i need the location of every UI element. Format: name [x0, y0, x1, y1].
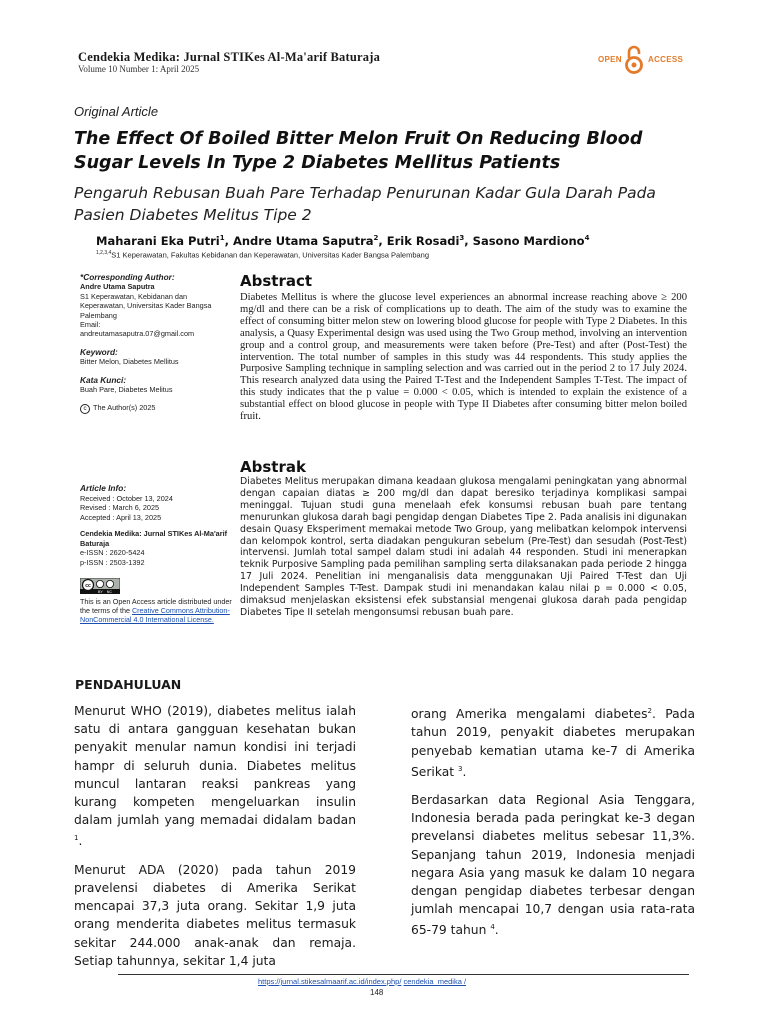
revised-date: Revised : March 6, 2025: [80, 503, 160, 512]
paragraph: orang Amerika mengalami diabetes$^2$. Pada tahun 2019, penyakit diabetes merupakan penyebab kematian utama ke-7 di Amerika Serikat $^3$.: [411, 707, 695, 779]
author-list: Maharani Eka Putri$^1$, Andre Utama Saputra$^2$, Erik Rosadi$^3$, Sasono Mardiono$^4$: [96, 234, 590, 248]
author-sup: 1: [219, 234, 225, 243]
citation-ref: 1: [74, 834, 79, 843]
sidebar: [80, 273, 232, 414]
article-type: Original Article: [74, 104, 159, 119]
author-name: Sasono Mardiono: [472, 234, 585, 248]
paragraph-text: Menurut ADA (2020) pada tahun 2019 pravelensi diabetes di Amerika Serikat mencapai 37,3 juta orang. Sekitar 1,9 juta orang menderita diabetes melitus termasuk sekitar 244.000 anak-anak dan remaja. Setiap tahunnya, sekitar 1,4 juta: [74, 862, 356, 968]
license-link[interactable]: Creative Commons Attribution-NonCommercial 4.0 International License.: [80, 606, 230, 625]
journal-volume: Volume 10 Number 1: April 2025: [78, 64, 200, 74]
creative-commons-badge-icon: [80, 578, 120, 594]
keyword-label: Keyword:: [80, 346, 118, 357]
paragraph: Menurut WHO (2019), diabetes melitus ialah satu di antara gangguan kesehatan bukan penyakit menular namun kondisi ini terjadi hampr di seluruh dunia. Diabetes melitus muncul lantaran reaksi pankreas yang kurang kompeten mengeluarkan insulin dalam jumlah yang memadai didalam badan $^1$.: [74, 704, 356, 849]
article-title-indonesian: Pengaruh Rebusan Buah Pare Terhadap Penurunan Kadar Gula Darah Pada Pasien Diabetes Melitus Tipe 2: [74, 184, 656, 224]
citation-ref: 4: [490, 923, 495, 932]
p-issn: p-ISSN : 2503-1392: [80, 557, 145, 567]
email-address[interactable]: andreutamasaputra.07@gmail.com: [80, 329, 195, 339]
footer-url-link[interactable]: https://jurnal.stikesalmaarif.ac.id/index.php/: [258, 977, 402, 986]
author-name: Erik Rosadi: [386, 234, 460, 248]
cc-label: cc: [85, 583, 91, 589]
abstract-text: Diabetes Mellitus is where the glucose level experiences an abnormal increase reaching above ≥ 200 mg/dl and there can be a risk of complications up to death. The aim of the study was to examine the effect of consuming bitter melon stew on lowering blood glucose for people with Type 2 Diabetes. In this analysis, a Quasy Experimental design was used using the Two Group method, involving an intervention group and a control group, and measurements were taken before (Pre-Test) and after (Post-Test) the intervention. The total number of samples in this study was 44 respondents. This study applies the Purposive Sampling technique in sampling selection and was carried out in the period 2 to 17 July 2024. This research analyzed data using the Paired T-Test and the Independent Samples T-Test. The impact of this study indicates that the p value = 0.000 < 0.05, which is intended to explain the existence of a substantial effect on blood glucose in people with Type II Diabetes after consuming bitter melon boiled fruit.: [240, 292, 687, 423]
author-sup: 4: [584, 234, 590, 243]
copyright-text: The Author(s) 2025: [93, 403, 156, 413]
body-column-left: [74, 702, 356, 980]
keywords: Bitter Melon, Diabetes Mellitus: [80, 357, 179, 367]
footer-url: [258, 977, 466, 986]
cc-sub-label: BY NC: [98, 590, 112, 594]
kata-kunci: Buah Pare, Diabetes Melitus: [80, 385, 173, 395]
e-issn: e-ISSN : 2620-5424: [80, 548, 145, 557]
paragraph: Berdasarkan data Regional Asia Tenggara, Indonesia berada pada peringkat ke-3 degan prevelansi diabetes melitus sebesar 11,3%. Sepanjang tahun 2019, Indonesia menjadi negara Asia yang masuk ke dalam 10 negara dengan pengidap diabetes terbesar dengan jumlah mencapai 10,7 dengan usia rata-rata 65-79 tahun $^4$.: [411, 793, 695, 938]
citation-ref: 2: [647, 707, 653, 715]
paragraph-text: Berdasarkan data Regional Asia Tenggara, Indonesia berada pada peringkat ke-3 degan prevelansi diabetes melitus sebesar 11,3%. Sepanjang tahun 2019, Indonesia menjadi negara Asia yang masuk ke dalam 10 negara dengan pengidap diabetes terbesar dengan jumlah mencapai 10,7 dengan usia rata-rata 65-79 tahun: [411, 793, 695, 938]
kata-kunci-label: Kata Kunci:: [80, 374, 127, 385]
paragraph: [74, 861, 356, 970]
paragraph-text: Menurut WHO (2019), diabetes melitus ialah satu di antara gangguan kesehatan bukan penyakit menular namun kondisi ini terjadi hampr di seluruh dunia. Diabetes melitus muncul lantaran reaksi pankreas yang kurang kompeten mengeluarkan insulin dalam jumlah yang memadai didalam badan: [74, 704, 356, 828]
oa-open-text: OPEN: [598, 55, 622, 64]
affiliation-text: S1 Keperawatan, Fakultas Kebidanan dan Keperawatan, Universitas Kader Bangsa Palembang: [111, 250, 429, 260]
abstrak-text: Diabetes Melitus merupakan dimana keadaan glukosa mengalami peningkatan yang abnormal dengan capaian diatas ≥ 200 mg/dl dan dapat beresiko terjadinya komplikasi sampai meninggal. Tujuan studi guna menelaah efek konsumsi rebusan buah pare tentang menurunkan glukosa darah bagi pengidap dengan Diabetes Tipe 2. Pada analisis ini digunakan desain Quasy Eksperiment memakai metode Two Group, yang melibatkan kelompok intervensi dan kelompok kontrol, serta diadakan pengukuran sebelum (Pre-Test) dan sesudah (Post-Test) intervensi. Jumlah total sampel dalam studi ini adalah 44 responden. Studi ini menerapkan teknik Purposive Sampling pada pemilihan sampling serta dilaksanakan pada periode 2 hingga 17 Juli 2024. Penelitian ini menganalisis data menggunakan Uji Paired T-Test dan Uji Independent Samples T-Test. Dampak studi ini menandakan kalau nilai p = 0.000 < 0.05, dimaksud menjelaskan eksistensi efek substansial mengenai glukosa darah pada pengidap Diabetes Tipe II setelah mengonsumsi rebusan buah pare.: [240, 476, 687, 618]
license-text: This is an Open Access article distributed under the terms of the: [80, 597, 232, 616]
email-label: Email:: [80, 320, 101, 330]
accepted-date: Accepted : April 13, 2025: [80, 512, 162, 522]
section-heading: PENDAHULUAN: [75, 677, 182, 692]
license-statement: [80, 597, 232, 625]
footer-divider: [118, 974, 689, 975]
open-access-logo: [598, 45, 688, 75]
author-name: Andre Utama Saputra: [232, 234, 374, 248]
author-sup: 3: [459, 234, 465, 243]
corresponding-author-name: Andre Utama Saputra: [80, 282, 155, 292]
citation-ref: 3: [458, 764, 463, 773]
page-number: 148: [370, 988, 384, 997]
author-sup: 2: [373, 234, 379, 243]
paragraph-text: orang Amerika mengalami diabetes: [411, 707, 648, 722]
open-access-lock-icon: [623, 45, 645, 75]
corresponding-author-label: *Corresponding Author:: [80, 272, 175, 282]
journal-title: Cendekia Medika: Jurnal STIKes Al-Ma'arif Baturaja: [78, 50, 381, 64]
body-column-right: [411, 702, 695, 950]
article-title-english: The Effect Of Boiled Bitter Melon Fruit On Reducing Blood Sugar Levels In Type 2 Diabetes Mellitus Patients: [74, 129, 643, 173]
abstract-heading: Abstract: [240, 272, 313, 290]
copyright-icon: c: [80, 404, 90, 414]
author-name: Maharani Eka Putri: [96, 234, 220, 248]
author-affiliation: [96, 250, 429, 260]
footer-url-link-journal[interactable]: cendekia_medika /: [403, 977, 467, 986]
article-info: [80, 484, 232, 567]
copyright: [80, 403, 232, 413]
abstrak-heading: Abstrak: [240, 458, 306, 476]
article-info-label: Article Info:: [80, 483, 127, 493]
received-date: Received : October 13, 2024: [80, 493, 173, 503]
info-journal-name: Cendekia Medika: Jurnal STIKes Al-Ma'arif Baturaja: [80, 529, 228, 548]
paragraph-text: . Pada tahun 2019, penyakit diabetes merupakan penyebab kematian utama ke-7 di Amerika Serikat: [411, 707, 695, 779]
corresponding-author-affiliation: S1 Keperawatan, Kebidanan dan Keperawatan, Universitas Kader Bangsa Palembang: [80, 291, 212, 320]
affiliation-sup: 1,2,3,4: [96, 250, 112, 256]
oa-access-text: ACCESS: [648, 55, 684, 64]
